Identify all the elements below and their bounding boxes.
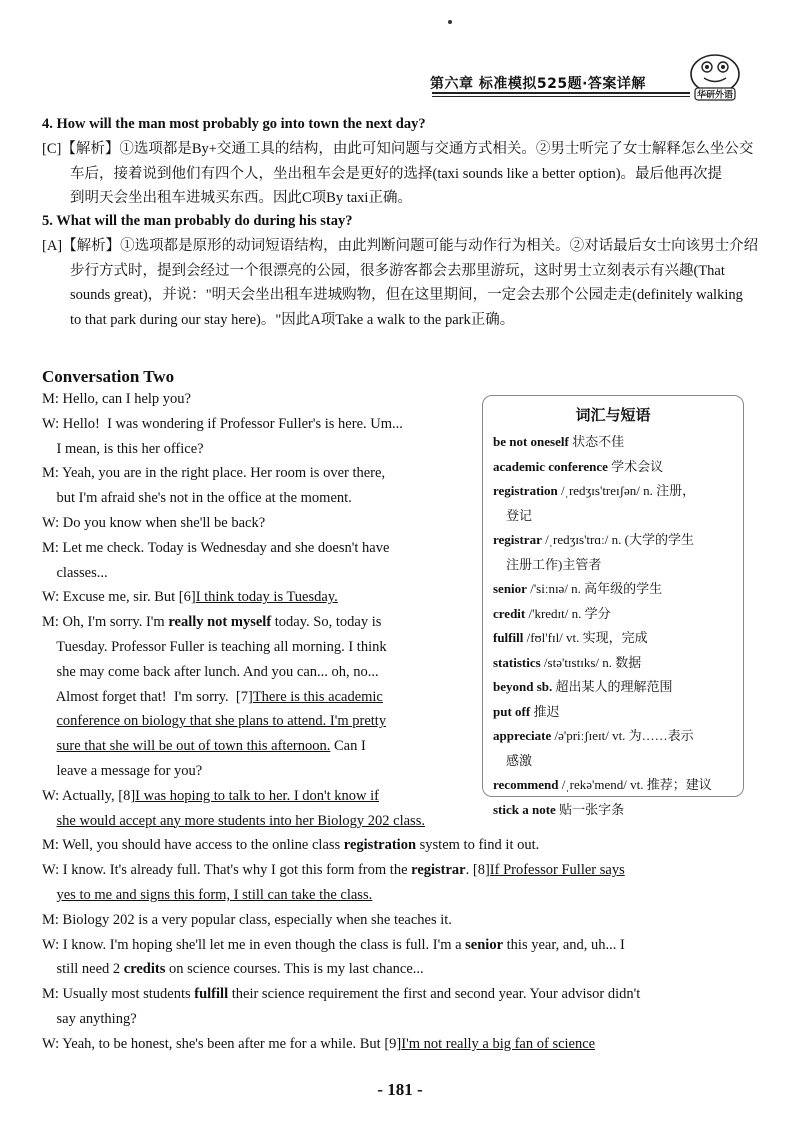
vocab-definition: /ˌredʒɪs'treɪʃən/ n. 注册， (557, 483, 696, 498)
dialogue-text: M: Biology 202 is a very popular class, especially when she teaches it. (42, 911, 452, 928)
vocab-definition: /'kredɪt/ n. 学分 (525, 605, 611, 621)
dialogue-text: M: Hello, can I help you? (42, 391, 191, 407)
vocab-term: appreciate (493, 728, 552, 743)
underlined-answer-cue: There is this academic (252, 688, 383, 705)
dialogue-text: W: Do you know when she'll be back? (42, 515, 266, 531)
dialogue-text (42, 887, 57, 903)
underlined-answer-cue: I think today is Tuesday. (195, 589, 338, 606)
vocab-definition: 超出某人的理解范围 (552, 679, 673, 694)
dialogue-text: on science courses. This is my last chance... (165, 961, 424, 978)
dialogue-text (42, 738, 57, 754)
dialogue-text: Can I (330, 738, 366, 755)
answer-5 (42, 234, 762, 332)
page-number: - 181 - (377, 1080, 423, 1099)
dialogue-text: classes... (42, 564, 108, 581)
keyword: senior (465, 936, 504, 953)
vocab-definition: 状态不佳 (568, 434, 625, 449)
vocab-term: statistics (493, 654, 541, 670)
dialogue-line (42, 1007, 137, 1032)
dialogue-line (42, 982, 640, 1007)
keyword: fulfill (194, 986, 229, 1003)
dialogue (42, 387, 762, 1067)
vocab-term: beyond sb. (493, 679, 553, 694)
dialogue-text (42, 713, 57, 729)
dialogue-text: W: Excuse me, sir. But [6] (42, 589, 196, 606)
vocabulary-title: 词汇与短语 (575, 406, 651, 424)
dialogue-line (42, 536, 389, 561)
vocab-term: recommend (493, 777, 559, 792)
underlined-answer-cue: conference on biology that she plans to attend. I'm pretty (56, 713, 387, 730)
dialogue-text: M: Oh, I'm sorry. I'm (42, 614, 169, 631)
dialogue-text: Almost forget that! I'm sorry. [7] (42, 688, 253, 705)
question-4: 4. How will the man most probably go into town the next day? (42, 116, 426, 132)
header-divider-thin (432, 96, 690, 97)
vocab-term: academic conference (493, 458, 608, 474)
logo-text: 华研外语 (696, 90, 734, 101)
vocab-definition: /'siːnɪə/ n. 高年级的学生 (526, 581, 663, 596)
dialogue-text: M: Well, you should have access to the online class (42, 837, 344, 854)
underlined-answer-cue: she would accept any more students into her Biology 202 class. (56, 812, 425, 829)
dialogue-text: I mean, is this her office? (42, 440, 204, 457)
dialogue-line (42, 933, 625, 958)
conversation-title: Conversation Two (42, 367, 175, 386)
vocab-definition: /fʊl'fɪl/ vt. 实现，完成 (523, 630, 648, 645)
dialogue-line (42, 610, 381, 635)
dialogue-line (42, 957, 424, 982)
vocab-definition: /stə'tɪstɪks/ n. 数据 (540, 654, 642, 670)
vocab-term: stick a note (493, 801, 556, 817)
dialogue-text: still need 2 (42, 961, 124, 978)
vocab-definition: 推迟 (530, 703, 560, 719)
answer-5-line: to that park during our stay here)。"因此A项Take a walk to the park正确。 (70, 311, 515, 328)
answer-4-line: 车后，接着说到他们有四个人，坐出租车会是更好的选择(taxi sounds like a better option)。最后他再次提 (70, 165, 723, 182)
vocab-definition: 登记 (493, 507, 533, 523)
dialogue-line (42, 585, 338, 610)
dialogue-text: Tuesday. Professor Fuller is teaching all morning. I think (42, 639, 387, 655)
dialogue-text: W: I know. It's already full. That's why I got this form from the (42, 862, 412, 879)
dialogue-line (42, 784, 379, 809)
header-title: 第六章 标准模拟525题·答案详解 (430, 76, 646, 92)
dialogue-text: . [8] (465, 862, 490, 879)
dialogue-text: W: Actually, [8] (42, 787, 136, 804)
dialogue-text: M: Let me check. Today is Wednesday and she doesn't have (42, 539, 390, 556)
question-5: 5. What will the man probably do during his stay? (42, 213, 353, 229)
vocab-term: credit (493, 605, 526, 621)
dialogue-text: M: Usually most students (42, 986, 195, 1003)
dialogue-line (42, 709, 386, 734)
dialogue-line (42, 858, 625, 883)
vocab-definition: 贴一张字条 (555, 801, 625, 817)
dialogue-text: today. So, today is (271, 614, 382, 631)
answer-4-line: [C]【解析】①选项都是By+交通工具的结构，由此可知问题与交通方式相关。②男士听完了女士解释怎么坐公交 (42, 141, 754, 157)
vocab-term: put off (493, 703, 531, 719)
header-divider (432, 92, 690, 94)
vocab-definition: /ˌredʒɪs'trɑː/ n. (大学的学生 (541, 532, 694, 547)
underlined-answer-cue: I was hoping to talk to her. I don't know if (135, 787, 380, 804)
ink-dot (448, 20, 452, 24)
dialogue-text: their science requirement the first and second year. Your advisor didn't (228, 986, 641, 1003)
vocab-definition: /ə'priːʃɪeɪt/ vt. 为……表示 (551, 728, 694, 743)
answer-5-line: sounds great)，并说："明天会坐出租车进城购物，但在这里期间，一定会去那个公园走走(definitely walking (70, 287, 743, 303)
answer-4 (42, 137, 762, 211)
dialogue-line (42, 486, 352, 511)
underlined-answer-cue: yes to me and signs this form, I still can take the class. (56, 887, 373, 903)
dialogue-line (42, 908, 452, 933)
dialogue-text: system to find it out. (416, 837, 540, 854)
underlined-answer-cue: I'm not really a big fan of science (401, 1035, 596, 1052)
dialogue-text: W: Hello! I was wondering if Professor Fuller's is here. Um... (42, 415, 403, 432)
answer-5-line: 步行方式时，提到会经过一个很漂亮的公园，很多游客都会去那里游玩，这时男士立刻表示有兴趣(That (70, 262, 725, 279)
keyword: really not myself (168, 614, 272, 631)
dialogue-text: this year, and, uh... I (503, 936, 625, 953)
dialogue-line (42, 734, 366, 759)
answer-4-line: 到明天会坐出租车进城买东西。因此C项By taxi正确。 (70, 190, 412, 206)
dialogue-text: W: Yeah, to be honest, she's been after me for a while. But [9] (42, 1035, 402, 1052)
dialogue-line (42, 461, 385, 486)
dialogue-line (42, 561, 108, 586)
underlined-answer-cue: If Professor Fuller says (489, 862, 625, 879)
vocab-term: senior (493, 581, 527, 596)
dialogue-line (42, 809, 425, 834)
dialogue-text: W: I know. I'm hoping she'll let me in even though the class is full. I'm a (42, 936, 466, 953)
publisher-logo-icon (688, 52, 742, 102)
dialogue-text: say anything? (42, 1011, 137, 1027)
dialogue-text: leave a message for you? (42, 763, 203, 779)
dialogue-line (42, 635, 387, 660)
keyword: registration (343, 837, 417, 854)
dialogue-line (42, 759, 202, 784)
vocab-term: registrar (493, 532, 542, 547)
dialogue-line (42, 833, 539, 858)
vocab-definition: /ˌrekə'mend/ vt. 推荐；建议 (558, 777, 712, 792)
vocab-definition: 注册工作)主管者 (493, 556, 602, 572)
dialogue-text: but I'm afraid she's not in the office at the moment. (42, 490, 352, 507)
underlined-answer-cue: sure that she will be out of town this afternoon. (56, 738, 331, 755)
dialogue-line (42, 412, 403, 437)
dialogue-line (42, 437, 204, 462)
vocab-term: registration (493, 483, 558, 498)
dialogue-line (42, 685, 383, 710)
dialogue-line (42, 660, 379, 685)
vocab-definition: 学术会议 (607, 458, 664, 474)
vocab-term: be not oneself (493, 434, 569, 449)
keyword: credits (123, 961, 166, 978)
dialogue-line (42, 511, 265, 536)
dialogue-line (42, 387, 191, 412)
dialogue-text (42, 813, 57, 829)
vocab-term: fulfill (493, 630, 524, 645)
vocab-definition: 感激 (493, 752, 533, 768)
dialogue-line (42, 883, 372, 908)
answer-5-line: [A]【解析】①选项都是原形的动词短语结构，由此判断问题可能与动作行为相关。②对话最后女士向该男士介绍 (42, 238, 759, 254)
dialogue-text: M: Yeah, you are in the right place. Her room is over there, (42, 465, 386, 482)
dialogue-line (42, 1032, 595, 1057)
keyword: registrar (411, 862, 466, 879)
dialogue-text: she may come back after lunch. And you can... oh, no... (42, 663, 379, 680)
